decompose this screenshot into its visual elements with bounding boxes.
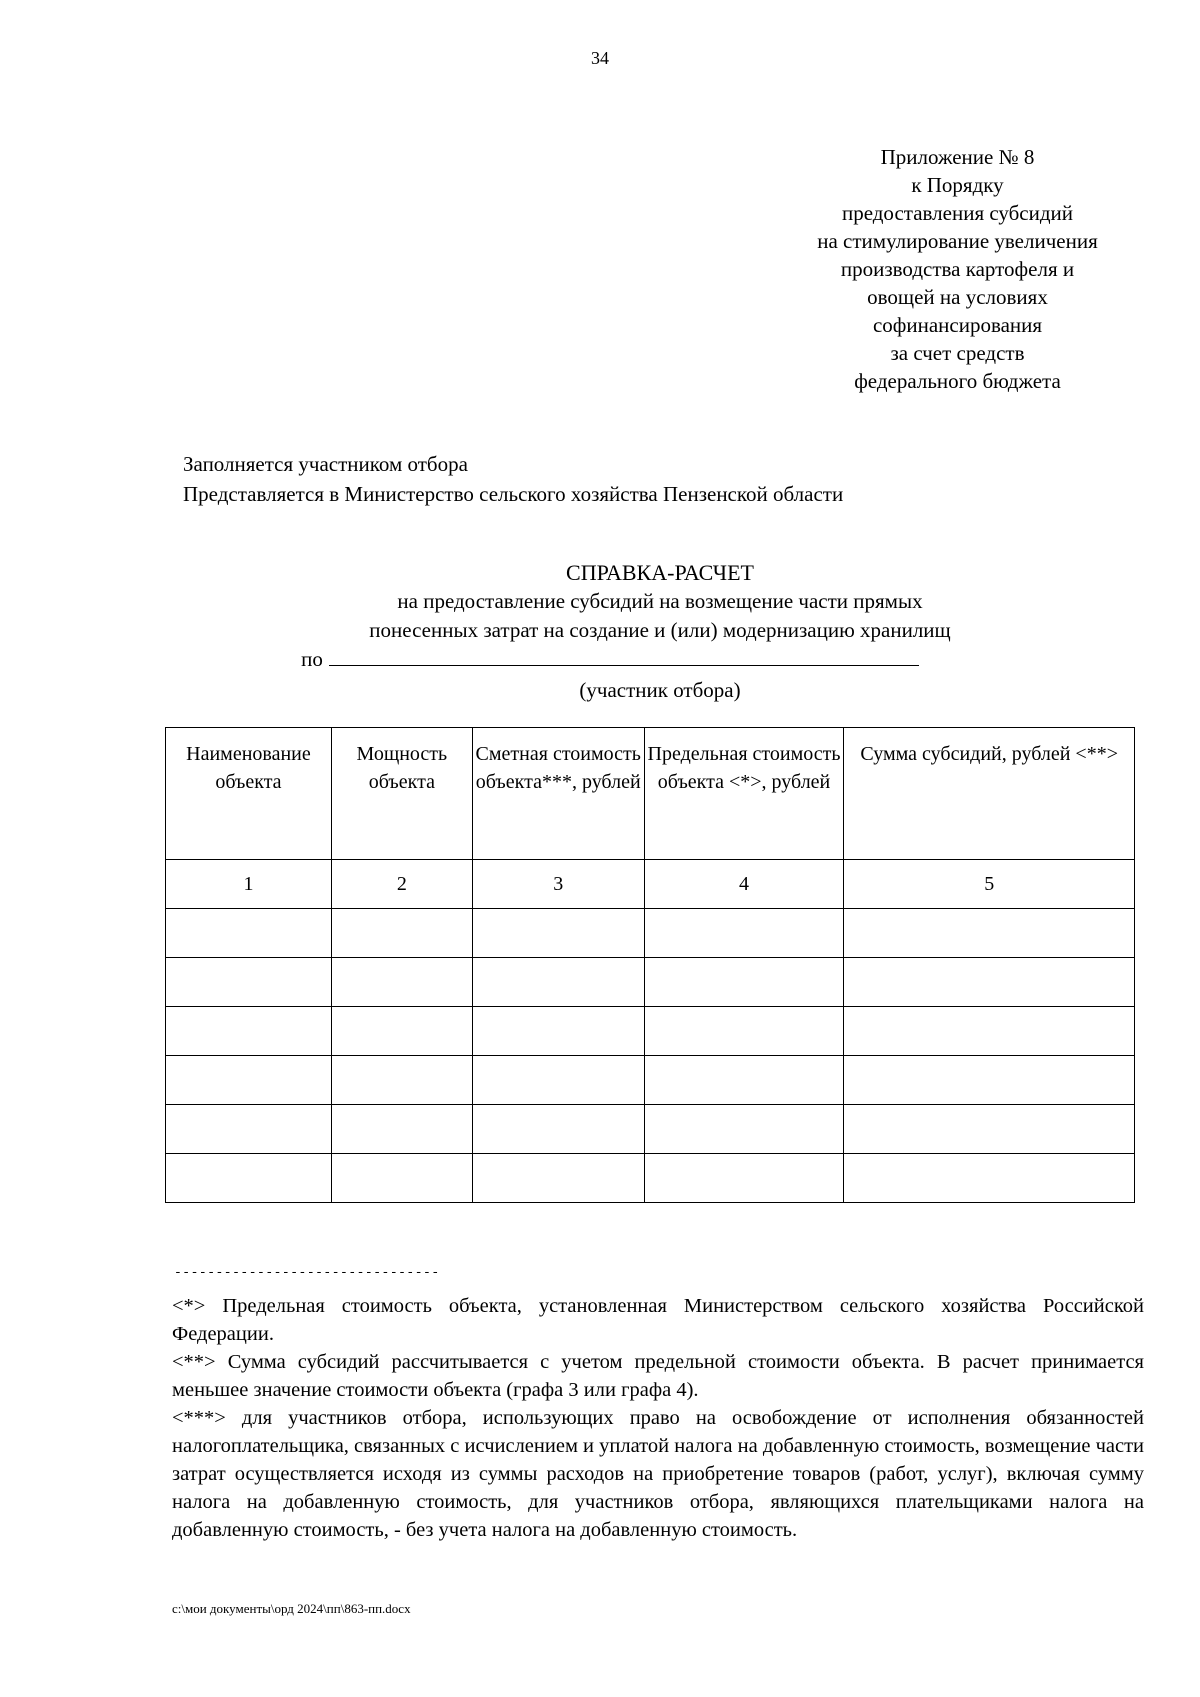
table-cell[interactable] [331, 958, 472, 1007]
table-cell[interactable] [331, 1007, 472, 1056]
table-row [166, 958, 1135, 1007]
column-number: 1 [166, 860, 332, 909]
appendix-line: производства картофеля и [840, 257, 1075, 281]
by-prefix: по [301, 647, 323, 671]
appendix-line: к Порядку [911, 173, 1004, 197]
header-limit-cost: Предельная стоимость объекта <*>, рублей [644, 728, 844, 860]
table-cell[interactable] [844, 1007, 1135, 1056]
table-cell[interactable] [331, 909, 472, 958]
table-row [166, 1007, 1135, 1056]
table-cell[interactable] [166, 1007, 332, 1056]
heading-line: на предоставление субсидий на возмещение части прямых [397, 589, 923, 613]
table-cell[interactable] [644, 1007, 844, 1056]
fill-notes [183, 449, 843, 509]
table-row [166, 909, 1135, 958]
table-cell[interactable] [644, 1154, 844, 1203]
appendix-line: предоставления субсидий [841, 201, 1074, 225]
table-cell[interactable] [472, 1007, 644, 1056]
header-estimated-cost: Сметная стоимость объекта***, рублей [472, 728, 644, 860]
table-cell[interactable] [844, 1154, 1135, 1203]
table-cell[interactable] [472, 1105, 644, 1154]
column-number-row [166, 860, 1135, 909]
footnote-separator: -------------------------------- [174, 1265, 440, 1280]
file-path: c:\мои документы\орд 2024\пп\863-пп.docx [172, 1601, 411, 1616]
column-number: 2 [331, 860, 472, 909]
table-cell[interactable] [844, 1056, 1135, 1105]
calculation-table [165, 727, 1135, 1203]
table-cell[interactable] [166, 909, 332, 958]
table-cell[interactable] [472, 909, 644, 958]
appendix-line: на стимулирование увеличения [817, 229, 1098, 253]
appendix-line: софинансирования [872, 313, 1043, 337]
footnote-item: <**> Сумма субсидий рассчитывается с учетом предельной стоимости объекта. В расчет принимается меньшее значение стоимости объекта (графа 3 или графа 4). [172, 1351, 1144, 1401]
table-cell[interactable] [166, 1154, 332, 1203]
document-heading [300, 558, 1020, 705]
column-number: 4 [644, 860, 844, 909]
table-cell[interactable] [644, 1056, 844, 1105]
table-cell[interactable] [166, 1056, 332, 1105]
participant-blank-field[interactable] [329, 647, 919, 666]
appendix-line: Приложение № 8 [880, 145, 1035, 169]
table-row [166, 1154, 1135, 1203]
appendix-line: за счет средств [890, 341, 1025, 365]
submitted-to-note: Представляется в Министерство сельского хозяйства Пензенской области [183, 482, 844, 506]
page-number: 34 [591, 48, 609, 68]
table-row [166, 1056, 1135, 1105]
table-cell[interactable] [644, 958, 844, 1007]
column-number: 3 [472, 860, 644, 909]
column-number: 5 [844, 860, 1135, 909]
table-cell[interactable] [166, 958, 332, 1007]
table-cell[interactable] [844, 958, 1135, 1007]
table-cell[interactable] [331, 1056, 472, 1105]
header-subsidy-amount: Сумма субсидий, рублей <**> [844, 728, 1135, 860]
table-cell[interactable] [166, 1105, 332, 1154]
table-cell[interactable] [331, 1105, 472, 1154]
table-cell[interactable] [472, 1154, 644, 1203]
heading-line: понесенных затрат на создание и (или) модернизацию хранилищ [369, 618, 951, 642]
table-cell[interactable] [844, 909, 1135, 958]
table-cell[interactable] [472, 1056, 644, 1105]
table-cell[interactable] [331, 1154, 472, 1203]
footnotes [172, 1292, 1144, 1544]
appendix-line: овощей на условиях [867, 285, 1048, 309]
footnote-item: <***> для участников отбора, использующих право на освобождение от исполнения обязанностей налогоплательщика, связанных с исчислением и уплатой налога на добавленную стоимость, возмещение части затрат осуществляется исходя из суммы расходов на приобретение товаров (работ, услуг), включая сумму налога на добавленную стоимость, для участников отбора, являющихся плательщиками налога на добавленную стоимость, - без учета налога на добавленную стоимость. [172, 1407, 1144, 1541]
table-cell[interactable] [844, 1105, 1135, 1154]
table-cell[interactable] [472, 958, 644, 1007]
footnote-item: <*> Предельная стоимость объекта, установленная Министерством сельского хозяйства Российской Федерации. [172, 1295, 1144, 1345]
appendix-line: федерального бюджета [854, 369, 1061, 393]
header-object-capacity: Мощность объекта [331, 728, 472, 860]
document-title: СПРАВКА-РАСЧЕТ [566, 560, 754, 585]
table-cell[interactable] [644, 1105, 844, 1154]
table-cell[interactable] [644, 909, 844, 958]
participant-line [301, 645, 919, 674]
filled-by-note: Заполняется участником отбора [183, 452, 468, 476]
participant-caption: (участник отбора) [579, 678, 741, 702]
table-row [166, 1105, 1135, 1154]
header-object-name: Наименование объекта [166, 728, 332, 860]
appendix-block [780, 143, 1135, 395]
table-header-row [166, 728, 1135, 860]
